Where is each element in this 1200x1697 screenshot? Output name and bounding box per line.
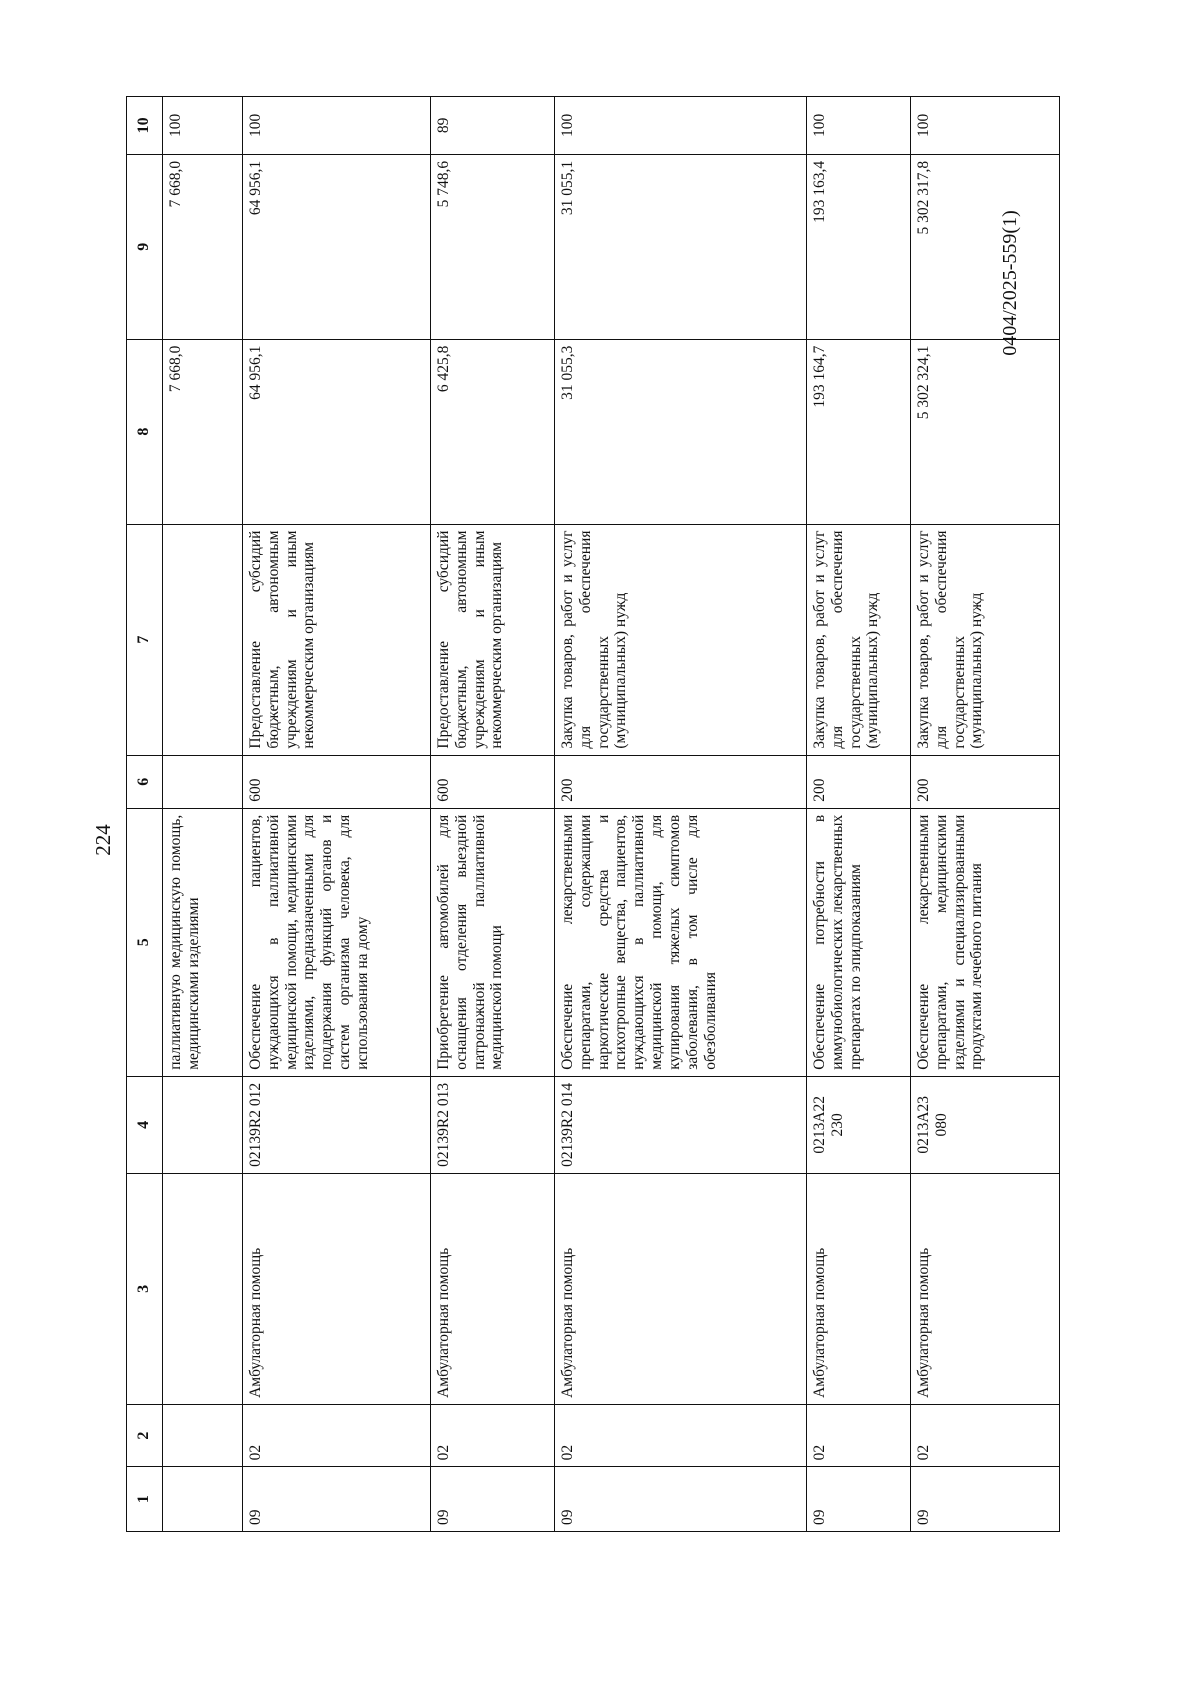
cell-planned: 5 302 324,1 bbox=[911, 339, 1060, 524]
cell-percent: 100 bbox=[163, 97, 243, 155]
cell-description: Обеспечение лекарственными препаратами, медицинскими изделиями и специализированными продуктами лечебного питания bbox=[911, 808, 1060, 1076]
cell-expense-name: Закупка товаров, работ и услуг для обеспечения государственных (муниципальных) нужд bbox=[555, 524, 807, 755]
cell-executed: 5 302 317,8 bbox=[911, 154, 1060, 339]
table-row bbox=[243, 97, 431, 1532]
cell-expense-type: 600 bbox=[431, 755, 555, 808]
cell-expense-type: 200 bbox=[911, 755, 1060, 808]
cell-expense-type bbox=[163, 755, 243, 808]
col-header-9: 9 bbox=[127, 154, 163, 339]
budget-table-container bbox=[126, 96, 1059, 1532]
cell-target-code: 0213А23 080 bbox=[911, 1076, 1060, 1173]
table-row bbox=[807, 97, 911, 1532]
col-header-10: 10 bbox=[127, 97, 163, 155]
cell-section: 09 bbox=[911, 1467, 1060, 1532]
cell-target-code: 02139R2 012 bbox=[243, 1076, 431, 1173]
col-header-1: 1 bbox=[127, 1467, 163, 1532]
cell-planned: 193 164,7 bbox=[807, 339, 911, 524]
cell-subsection-name: Амбулаторная помощь bbox=[431, 1173, 555, 1404]
cell-planned: 7 668,0 bbox=[163, 339, 243, 524]
cell-expense-type: 600 bbox=[243, 755, 431, 808]
col-header-5: 5 bbox=[127, 808, 163, 1076]
cell-target-code: 0213А22 230 bbox=[807, 1076, 911, 1173]
col-header-4: 4 bbox=[127, 1076, 163, 1173]
page-number: 224 bbox=[91, 824, 115, 856]
cell-percent: 89 bbox=[431, 97, 555, 155]
cell-section: 09 bbox=[555, 1467, 807, 1532]
cell-expense-type: 200 bbox=[555, 755, 807, 808]
col-header-6: 6 bbox=[127, 755, 163, 808]
cell-expense-name: Предоставление субсидий бюджетным, автономным учреждениям и иным некоммерческим организациям bbox=[243, 524, 431, 755]
cell-section bbox=[163, 1467, 243, 1532]
cell-subsection-name: Амбулаторная помощь bbox=[807, 1173, 911, 1404]
cell-executed: 31 055,1 bbox=[555, 154, 807, 339]
cell-description: Обеспечение потребности в иммунобиологических лекарственных препаратах по эпидпоказаниям bbox=[807, 808, 911, 1076]
cell-section: 09 bbox=[431, 1467, 555, 1532]
col-header-7: 7 bbox=[127, 524, 163, 755]
cell-target-code bbox=[163, 1076, 243, 1173]
cell-subsection-name: Амбулаторная помощь bbox=[243, 1173, 431, 1404]
cell-description: Приобретение автомобилей для оснащения отделения выездной патронажной паллиативной медицинской помощи bbox=[431, 808, 555, 1076]
cell-expense-name: Предоставление субсидий бюджетным, автономным учреждениям и иным некоммерческим организациям bbox=[431, 524, 555, 755]
cell-percent: 100 bbox=[911, 97, 1060, 155]
cell-subsection-name: Амбулаторная помощь bbox=[911, 1173, 1060, 1404]
cell-percent: 100 bbox=[243, 97, 431, 155]
table-row bbox=[911, 97, 1060, 1532]
cell-description: Обеспечение пациентов, нуждающихся в паллиативной медицинской помощи, медицинскими изделиями, предназначенными для поддержания функций органов и систем организма человека, для использования на дому bbox=[243, 808, 431, 1076]
cell-executed: 5 748,6 bbox=[431, 154, 555, 339]
cell-section: 09 bbox=[807, 1467, 911, 1532]
cell-description: Обеспечение лекарственными препаратами, содержащими наркотические средства и психотропные вещества, пациентов, нуждающихся в паллиативной медицинской помощи, для купирования тяжелых симптомов заболевания, в том числе для обезболивания bbox=[555, 808, 807, 1076]
cell-executed: 7 668,0 bbox=[163, 154, 243, 339]
cell-expense-name: Закупка товаров, работ и услуг для обеспечения государственных (муниципальных) нужд bbox=[807, 524, 911, 755]
cell-expense-type: 200 bbox=[807, 755, 911, 808]
cell-subsection: 02 bbox=[911, 1404, 1060, 1466]
cell-expense-name bbox=[163, 524, 243, 755]
cell-target-code: 02139R2 013 bbox=[431, 1076, 555, 1173]
header-row bbox=[127, 97, 163, 1532]
cell-planned: 6 425,8 bbox=[431, 339, 555, 524]
cell-executed: 193 163,4 bbox=[807, 154, 911, 339]
table-row bbox=[163, 97, 243, 1532]
table-row bbox=[555, 97, 807, 1532]
cell-subsection: 02 bbox=[555, 1404, 807, 1466]
cell-target-code: 02139R2 014 bbox=[555, 1076, 807, 1173]
cell-subsection: 02 bbox=[807, 1404, 911, 1466]
cell-subsection bbox=[163, 1404, 243, 1466]
cell-planned: 31 055,3 bbox=[555, 339, 807, 524]
cell-subsection-name: Амбулаторная помощь bbox=[555, 1173, 807, 1404]
cell-percent: 100 bbox=[807, 97, 911, 155]
col-header-3: 3 bbox=[127, 1173, 163, 1404]
cell-section: 09 bbox=[243, 1467, 431, 1532]
document-code: 0404/2025-559(1) bbox=[999, 210, 1021, 356]
table-row bbox=[431, 97, 555, 1532]
cell-subsection-name bbox=[163, 1173, 243, 1404]
cell-description: паллиативную медицинскую помощь, медицинскими изделиями bbox=[163, 808, 243, 1076]
col-header-2: 2 bbox=[127, 1404, 163, 1466]
col-header-8: 8 bbox=[127, 339, 163, 524]
cell-planned: 64 956,1 bbox=[243, 339, 431, 524]
cell-percent: 100 bbox=[555, 97, 807, 155]
cell-expense-name: Закупка товаров, работ и услуг для обеспечения государственных (муниципальных) нужд bbox=[911, 524, 1060, 755]
cell-subsection: 02 bbox=[243, 1404, 431, 1466]
cell-executed: 64 956,1 bbox=[243, 154, 431, 339]
cell-subsection: 02 bbox=[431, 1404, 555, 1466]
budget-table bbox=[126, 96, 1060, 1532]
